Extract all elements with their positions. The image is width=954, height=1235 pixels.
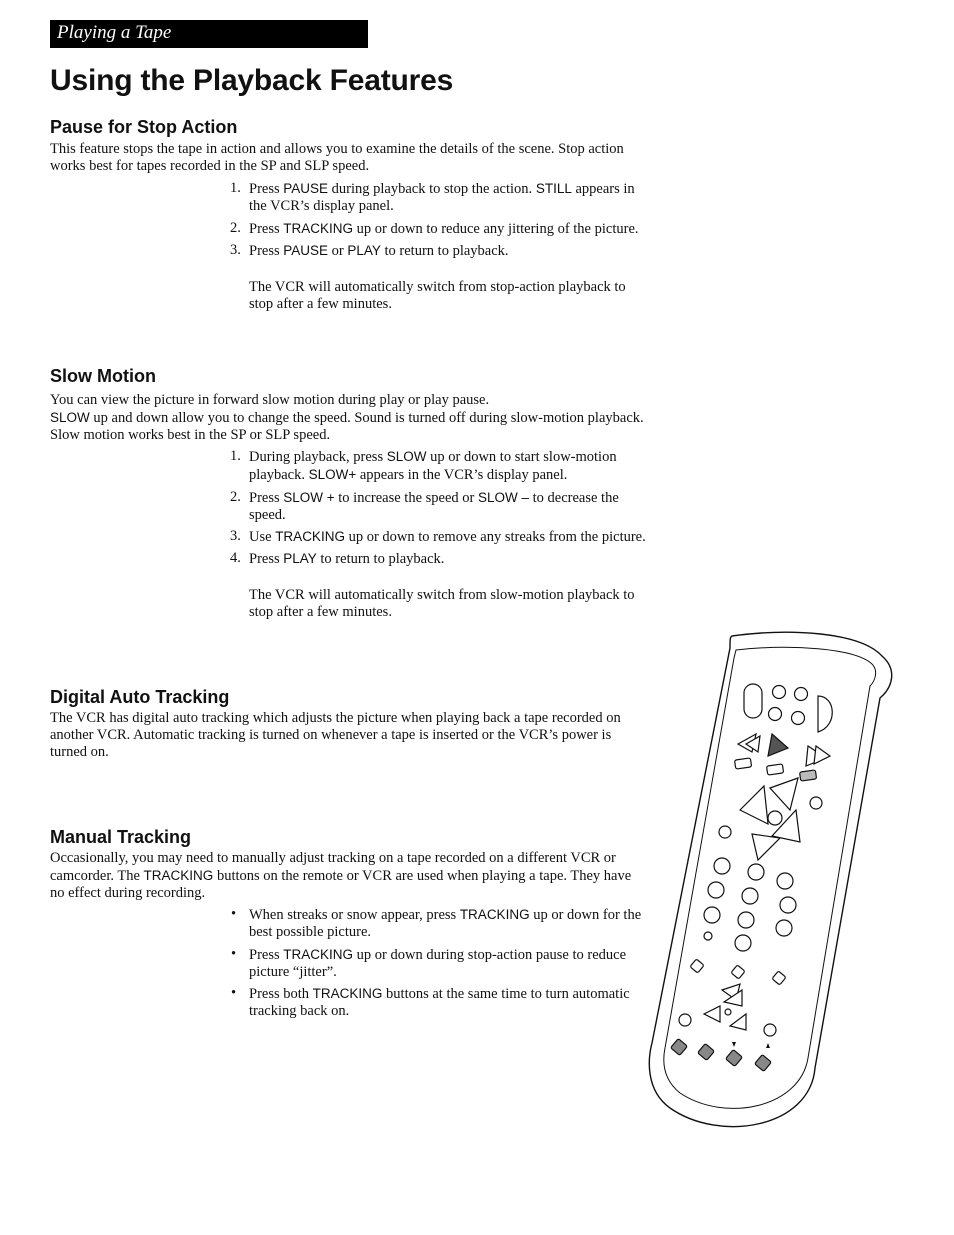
pause-heading: Pause for Stop Action — [50, 117, 238, 137]
list-item: 2. Press SLOW + to increase the speed or SLOW – to decrease the speed. — [230, 488, 619, 523]
slow-heading: Slow Motion — [50, 366, 156, 386]
pause-intro: This feature stops the tape in action and allows you to examine the details of the scene. Stop action works best for tapes recorded in the SP and SLP speed. — [50, 141, 624, 174]
list-item: 3. Press PAUSE or PLAY to return to playback. — [230, 241, 509, 259]
list-item: 3. Use TRACKING up or down to remove any streaks from the picture. — [230, 528, 646, 546]
list-item: • When streaks or snow appear, press TRACKING up or down for the best possible picture. — [231, 906, 642, 941]
slow-note: The VCR will automatically switch from slow-motion playback to stop after a few minutes. — [249, 587, 635, 621]
manual-intro: Occasionally, you may need to manually adjust tracking on a tape recorded on a different VCR or camcorder. The TRACKING buttons on the remote or VCR are used when playing a tape. They have no effect during recording. — [50, 850, 632, 901]
page-title: Using the Playback Features — [50, 64, 454, 97]
remote-control-icon — [640, 628, 900, 1138]
list-item: 1. Press PAUSE during playback to stop the action. STILL appears in the VCR’s display panel. — [230, 180, 635, 215]
pause-note: The VCR will automatically switch from stop-action playback to stop after a few minutes. — [249, 279, 626, 313]
list-item: 1. During playback, press SLOW up or down to start slow-motion playback. SLOW+ appears in the VCR’s display panel. — [230, 448, 617, 484]
list-item: • Press TRACKING up or down during stop-action pause to reduce picture “jitter”. — [231, 945, 627, 980]
pause-steps — [226, 180, 646, 264]
list-item: 4. Press PLAY to return to playback. — [230, 550, 445, 568]
manual-heading: Manual Tracking — [50, 827, 192, 847]
slow-intro: You can view the picture in forward slow motion during play or play pause. SLOW up and down allow you to change the speed. Sound is turned off during slow-motion playback. Slow motion works best in the SP or SLP speed. — [50, 392, 644, 443]
slow-steps — [226, 448, 646, 573]
list-item: 2. Press TRACKING up or down to reduce any jittering of the picture. — [230, 219, 639, 237]
section-header-bar — [50, 20, 368, 48]
section-label: Playing a Tape — [57, 22, 172, 43]
list-item: • Press both TRACKING buttons at the same time to turn automatic tracking back on. — [231, 985, 630, 1020]
auto-heading: Digital Auto Tracking — [50, 687, 230, 707]
manual-bullets — [226, 906, 646, 1025]
auto-body: The VCR has digital auto tracking which adjusts the picture when playing back a tape recorded on another VCR. Automatic tracking is turned on whenever a tape is inserted or the VCR’s power is turned on. — [50, 710, 621, 760]
